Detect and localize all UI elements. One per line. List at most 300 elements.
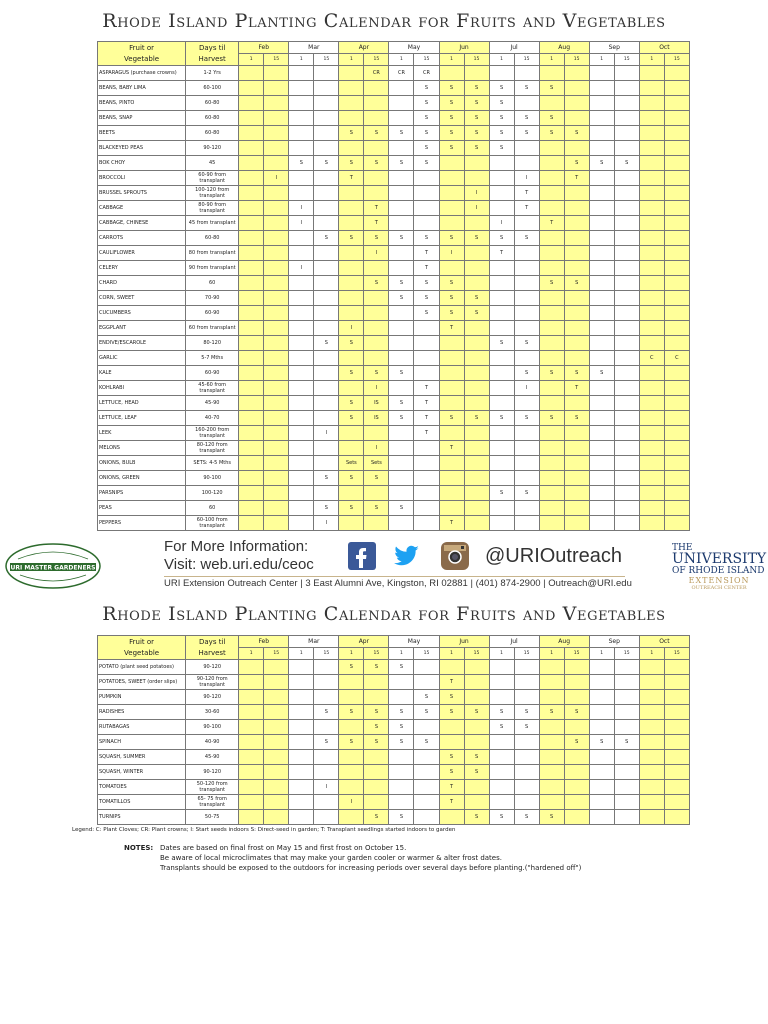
instagram-icon[interactable] [441,542,469,570]
calendar-cell [514,291,539,306]
calendar-cell [514,246,539,261]
half-month-header: 15 [364,54,389,66]
calendar-cell [464,780,489,795]
calendar-cell [539,231,564,246]
calendar-cell [489,426,514,441]
calendar-cell [464,501,489,516]
crop-name: BEANS, BABY LIMA [98,81,186,96]
calendar-cell [464,735,489,750]
calendar-cell [289,396,314,411]
calendar-cell: T [439,795,464,810]
calendar-cell [314,126,339,141]
calendar-cell [264,690,289,705]
crop-name: CHARD [98,276,186,291]
calendar-cell [264,381,289,396]
half-month-header: 15 [264,54,289,66]
month-header: Jul [489,42,539,54]
calendar-cell [314,81,339,96]
calendar-cell [339,765,364,780]
calendar-cell [239,441,264,456]
calendar-cell [614,186,639,201]
calendar-cell: S [439,111,464,126]
calendar-cell [264,660,289,675]
calendar-cell [464,471,489,486]
calendar-cell [639,336,664,351]
calendar-cell [364,690,389,705]
calendar-cell [414,351,439,366]
table-row [98,231,690,246]
calendar-cell [539,501,564,516]
calendar-cell [639,291,664,306]
calendar-cell [564,291,589,306]
calendar-cell: S [339,336,364,351]
calendar-cell [339,690,364,705]
days-to-harvest: 60 [186,276,239,291]
calendar-cell [389,96,414,111]
calendar-cell [364,795,389,810]
calendar-cell [489,501,514,516]
calendar-cell [614,780,639,795]
calendar-cell [339,675,364,690]
half-month-header: 15 [314,54,339,66]
calendar-cell [564,396,589,411]
calendar-cell: S [339,501,364,516]
month-header: Apr [339,42,389,54]
table-row [98,411,690,426]
calendar-cell [314,690,339,705]
calendar-cell [664,810,689,825]
calendar-cell [414,201,439,216]
calendar-cell [489,201,514,216]
facebook-icon[interactable] [348,542,376,570]
calendar-cell [439,426,464,441]
calendar-cell [664,660,689,675]
uri-logo-line-5: OUTREACH CENTER [691,585,747,591]
calendar-cell [389,441,414,456]
calendar-cell: S [514,231,539,246]
calendar-cell [639,780,664,795]
crop-name: SPINACH [98,735,186,750]
days-to-harvest: 40-90 [186,735,239,750]
crop-name: BEANS, PINTO [98,96,186,111]
table-row [98,351,690,366]
calendar-cell [614,690,639,705]
table-row [98,276,690,291]
calendar-cell [614,306,639,321]
calendar-cell [239,291,264,306]
info-line-2[interactable]: Visit: web.uri.edu/ceoc [164,556,314,573]
calendar-cell [289,321,314,336]
calendar-cell [539,66,564,81]
calendar-cell: S [414,231,439,246]
social-handle[interactable]: @URIOutreach [485,545,623,567]
calendar-cell [364,765,389,780]
calendar-cell: S [539,705,564,720]
calendar-cell: S [539,81,564,96]
crop-name: MELONS [98,441,186,456]
calendar-cell [564,456,589,471]
calendar-cell [414,366,439,381]
calendar-cell [614,231,639,246]
half-month-header: 1 [439,648,464,660]
month-header: Oct [639,42,689,54]
calendar-cell [239,261,264,276]
calendar-cell [389,216,414,231]
calendar-cell [264,336,289,351]
calendar-cell [664,486,689,501]
table-row [98,96,690,111]
calendar-cell [539,396,564,411]
half-month-header: 15 [614,648,639,660]
calendar-cell [639,486,664,501]
crop-name: TOMATILLOS [98,795,186,810]
calendar-cell [289,735,314,750]
calendar-cell [314,66,339,81]
calendar-cell [614,96,639,111]
calendar-cell [514,501,539,516]
calendar-cell [339,351,364,366]
calendar-cell: S [364,705,389,720]
calendar-cell [614,321,639,336]
crop-name: BLACKEYED PEAS [98,141,186,156]
twitter-icon[interactable] [393,542,421,570]
calendar-cell: S [514,111,539,126]
calendar-cell [614,750,639,765]
calendar-cell [264,321,289,336]
calendar-cell [664,720,689,735]
calendar-cell: I [314,426,339,441]
calendar-cell [389,780,414,795]
calendar-cell [339,810,364,825]
calendar-cell: S [389,411,414,426]
crop-name: TURNIPS [98,810,186,825]
crop-name: TOMATOES [98,780,186,795]
calendar-cell [664,216,689,231]
header-fruit-vegetable: Fruit or [98,636,186,648]
calendar-cell: S [389,735,414,750]
calendar-cell [414,810,439,825]
calendar-cell [414,336,439,351]
calendar-cell [639,441,664,456]
calendar-cell [464,720,489,735]
calendar-cell [239,426,264,441]
calendar-cell [264,486,289,501]
table-row [98,66,690,81]
crop-name: CELERY [98,261,186,276]
calendar-cell: S [414,735,439,750]
calendar-cell [639,306,664,321]
note-line: Dates are based on final frost on May 15 and first frost on October 15. [160,844,407,852]
calendar-cell [439,351,464,366]
calendar-cell [314,486,339,501]
calendar-cell: T [364,216,389,231]
calendar-cell: S [564,126,589,141]
crop-name: SQUASH, WINTER [98,765,186,780]
calendar-cell [314,720,339,735]
calendar-cell [464,486,489,501]
calendar-cell [589,795,614,810]
calendar-cell [339,141,364,156]
calendar-cell [389,306,414,321]
calendar-cell [614,351,639,366]
calendar-cell [364,186,389,201]
half-month-header: 1 [389,54,414,66]
calendar-cell [289,690,314,705]
header-days-til-harvest-line-2: Harvest [186,648,239,660]
calendar-cell [539,156,564,171]
calendar-cell [239,675,264,690]
calendar-cell [464,261,489,276]
calendar-cell [639,456,664,471]
days-to-harvest: 60-80 [186,111,239,126]
note-line: Transplants should be exposed to the outdoors for increasing periods over several days before planting.("hardened off") [160,864,582,872]
calendar-cell [339,780,364,795]
calendar-cell [489,765,514,780]
calendar-cell [464,336,489,351]
calendar-cell [289,126,314,141]
calendar-cell [589,111,614,126]
calendar-cell [564,750,589,765]
calendar-cell [289,366,314,381]
calendar-cell [614,705,639,720]
calendar-cell [264,441,289,456]
calendar-cell [614,516,639,531]
calendar-cell [239,336,264,351]
calendar-cell [314,750,339,765]
calendar-cell [364,81,389,96]
table-row [98,396,690,411]
month-header: Jul [489,636,539,648]
calendar-cell: S [339,231,364,246]
calendar-cell [264,231,289,246]
calendar-cell: S [414,126,439,141]
calendar-cell [414,675,439,690]
calendar-cell [664,156,689,171]
calendar-cell: T [539,216,564,231]
crop-name: LETTUCE, LEAF [98,411,186,426]
calendar-cell: S [489,336,514,351]
calendar-cell [489,675,514,690]
calendar-cell [614,141,639,156]
calendar-cell [639,156,664,171]
calendar-cell [489,381,514,396]
calendar-cell [614,381,639,396]
calendar-cell [664,66,689,81]
calendar-cell [439,660,464,675]
days-to-harvest: 80 from transplant [186,246,239,261]
calendar-cell: T [364,201,389,216]
calendar-cell [264,186,289,201]
calendar-cell [314,795,339,810]
days-to-harvest: 100-120 from transplant [186,186,239,201]
calendar-cell [514,735,539,750]
calendar-cell [664,411,689,426]
calendar-cell [489,321,514,336]
table-row [98,501,690,516]
calendar-cell [539,96,564,111]
calendar-cell [589,471,614,486]
calendar-cell [314,321,339,336]
calendar-cell [289,471,314,486]
notes-label: NOTES: [124,844,154,852]
calendar-cell [489,171,514,186]
calendar-cell: S [439,126,464,141]
calendar-cell [589,705,614,720]
calendar-cell [589,426,614,441]
calendar-cell: S [439,96,464,111]
calendar-cell: I [289,216,314,231]
calendar-cell: S [539,411,564,426]
calendar-cell [339,186,364,201]
calendar-cell [239,276,264,291]
calendar-cell: S [414,81,439,96]
calendar-cell [664,735,689,750]
calendar-cell [439,336,464,351]
table-row [98,486,690,501]
crop-name: CORN, SWEET [98,291,186,306]
calendar-cell [439,156,464,171]
calendar-cell [664,471,689,486]
calendar-cell [564,795,589,810]
calendar-cell [639,411,664,426]
calendar-cell [639,201,664,216]
calendar-cell: S [514,366,539,381]
calendar-cell [389,675,414,690]
calendar-cell [614,396,639,411]
calendar-cell: S [289,156,314,171]
uri-logo-line-1: THE [672,543,693,553]
calendar-cell: T [339,171,364,186]
calendar-cell: I [339,321,364,336]
half-month-header: 15 [614,54,639,66]
calendar-cell: S [389,291,414,306]
crop-name: BEANS, SNAP [98,111,186,126]
half-month-header: 1 [539,54,564,66]
calendar-cell [239,381,264,396]
calendar-cell [664,381,689,396]
half-month-header: 1 [639,648,664,660]
calendar-cell [639,366,664,381]
table-row [98,471,690,486]
half-month-header: 1 [289,54,314,66]
calendar-cell [514,765,539,780]
month-header: Oct [639,636,689,648]
calendar-cell [564,501,589,516]
calendar-cell [514,66,539,81]
crop-name: POTATOES, SWEET (order slips) [98,675,186,690]
calendar-cell [664,96,689,111]
calendar-cell [439,186,464,201]
calendar-cell: S [339,396,364,411]
calendar-cell: S [514,810,539,825]
crop-name: ONIONS, GREEN [98,471,186,486]
calendar-cell: Sets [364,456,389,471]
calendar-cell [264,351,289,366]
calendar-cell: S [439,750,464,765]
calendar-cell [589,660,614,675]
calendar-cell [389,171,414,186]
calendar-cell [239,111,264,126]
calendar-cell [589,765,614,780]
calendar-cell [664,186,689,201]
calendar-cell [589,171,614,186]
days-to-harvest: 45-60 from transplant [186,381,239,396]
calendar-cell: T [439,321,464,336]
calendar-cell [289,171,314,186]
calendar-cell: CR [414,66,439,81]
calendar-cell [539,516,564,531]
table-row [98,750,690,765]
table-row [98,156,690,171]
calendar-cell: S [489,411,514,426]
calendar-cell [264,276,289,291]
calendar-cell: S [364,720,389,735]
calendar-cell [639,660,664,675]
calendar-cell [664,126,689,141]
calendar-cell [539,261,564,276]
calendar-cell: S [389,810,414,825]
calendar-cell [539,246,564,261]
calendar-cell [339,276,364,291]
calendar-cell [614,765,639,780]
days-to-harvest: 50-120 from transplant [186,780,239,795]
calendar-cell [414,720,439,735]
calendar-cell: S [489,111,514,126]
calendar-cell: S [539,366,564,381]
calendar-cell [239,306,264,321]
calendar-cell [239,411,264,426]
calendar-cell [664,306,689,321]
calendar-cell: C [664,351,689,366]
calendar-cell: CR [389,66,414,81]
calendar-cell [264,501,289,516]
calendar-cell: S [564,705,589,720]
table-row [98,720,690,735]
calendar-cell [389,186,414,201]
calendar-cell: S [464,306,489,321]
table-row [98,780,690,795]
calendar-cell [614,675,639,690]
days-to-harvest: 30-60 [186,705,239,720]
calendar-cell [639,81,664,96]
days-to-harvest: 90-120 [186,141,239,156]
calendar-cell: S [414,111,439,126]
calendar-cell [564,810,589,825]
days-to-harvest: 90-120 [186,660,239,675]
calendar-cell [664,336,689,351]
crop-name: CABBAGE [98,201,186,216]
calendar-cell [614,81,639,96]
calendar-cell [589,516,614,531]
calendar-cell [439,486,464,501]
calendar-cell [289,750,314,765]
uri-logo-line-2: UNIVERSITY [672,551,767,567]
calendar-cell [639,720,664,735]
calendar-cell [314,351,339,366]
calendar-cell [614,501,639,516]
calendar-cell [314,186,339,201]
crop-name: KOHLRABI [98,381,186,396]
calendar-cell [289,705,314,720]
calendar-cell [639,690,664,705]
calendar-cell [389,690,414,705]
calendar-cell [664,765,689,780]
calendar-cell [464,246,489,261]
calendar-cell [464,171,489,186]
calendar-cell: S [364,366,389,381]
calendar-cell [514,690,539,705]
calendar-cell: T [439,780,464,795]
